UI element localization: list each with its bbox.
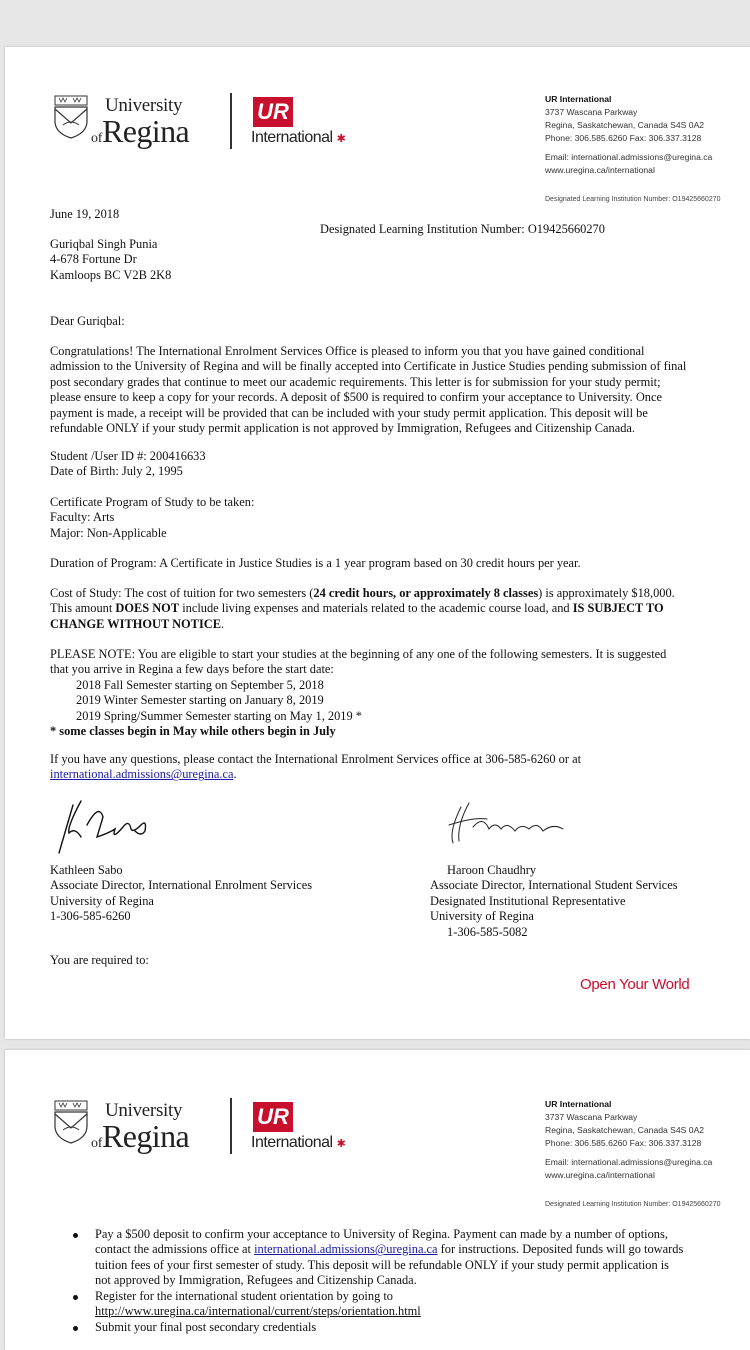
cost-hours: 24 credit hours, or approximately 8 classes bbox=[313, 586, 539, 600]
recipient-city: Kamloops BC V2B 2K8 bbox=[50, 267, 172, 282]
university-crest-icon bbox=[53, 1100, 89, 1144]
cost-subject-to: IS SUBJECT TO bbox=[572, 601, 664, 616]
program-heading: Certificate Program of Study to be taken: bbox=[50, 495, 255, 509]
semester-footnote: * some classes begin in May while others begin in July bbox=[50, 724, 336, 739]
signatory-title: Associate Director, International Student Services bbox=[430, 878, 678, 893]
note-line: that you arrive in Regina a few days before the start date: bbox=[50, 662, 334, 677]
cost-of-study: Cost of Study: The cost of tuition for two semesters (24 credit hours, or approximately 8 classes) is approximately $18,000. This amount DOES NOT include living expenses and materials related to the academic course load, and IS SUBJECT TO CHANGE WITHOUT NOTICE. bbox=[50, 586, 675, 631]
body-line: please ensure to keep a copy for your records. A deposit of $500 is required to confirm your acceptance to University. Once bbox=[50, 390, 662, 405]
letterhead-divider bbox=[230, 93, 232, 149]
ur-logo-icon: UR bbox=[253, 97, 293, 127]
signature-haroon-chaudhry-icon bbox=[443, 799, 571, 851]
office-web: www.uregina.ca/international bbox=[545, 165, 655, 175]
body-line: Congratulations! The International Enrolment Services Office is pleased to inform you that you have gained conditional bbox=[50, 344, 645, 358]
letter-page-1 bbox=[5, 47, 750, 1039]
body-paragraph bbox=[50, 344, 686, 436]
student-info bbox=[50, 449, 206, 480]
maple-leaf-icon: ✱ bbox=[336, 1138, 346, 1150]
letter-page-2 bbox=[5, 1050, 750, 1350]
signatory-phone: 1-306-585-5082 bbox=[447, 924, 528, 939]
office-address-block bbox=[545, 93, 712, 177]
university-name-line1: University bbox=[105, 95, 183, 116]
program-info bbox=[50, 495, 254, 541]
slogan: Open Your World bbox=[580, 976, 690, 993]
signatory-org: University of Regina bbox=[50, 893, 154, 908]
salutation: Dear Guriqbal: bbox=[50, 314, 125, 328]
university-name-line2: ofRegina bbox=[91, 1118, 190, 1154]
international-wordmark: International ✱ bbox=[251, 129, 346, 146]
office-address-block: UR International 3737 Wascana Parkway Regina, Saskatchewan, Canada S4S 0A2 Phone: 306.585.6260 Fax: 306.337.3128 Email: international.admissions@uregina.ca www.uregina.ca/international bbox=[545, 1099, 713, 1180]
body-line: payment is made, a receipt will be provided that can be included with your study permit application. This deposit will be bbox=[50, 405, 648, 420]
international-wordmark: International ✱ bbox=[251, 1134, 346, 1151]
office-email: Email: international.admissions@uregina.ca bbox=[545, 152, 713, 162]
note-line: PLEASE NOTE: You are eligible to start your studies at the beginning of any one of the following semesters. It is suggested bbox=[50, 647, 667, 661]
orientation-link[interactable]: http://www.uregina.ca/international/current/steps/orientation.html bbox=[95, 1304, 421, 1319]
signature-kathleen-sabo-icon bbox=[51, 797, 161, 859]
signatory-name: Haroon Chaudhry bbox=[447, 863, 537, 877]
faculty: Faculty: Arts bbox=[50, 510, 115, 525]
body-line: refundable ONLY if your study permit application is not approved by Immigration, Refugees and Citizenship Canada. bbox=[50, 421, 635, 436]
signatory-chaudhry bbox=[430, 863, 678, 940]
recipient-street: 4-678 Fortune Dr bbox=[50, 252, 137, 267]
body-line: admission to the University of Regina and will be finally accepted into Certificate in Justice Studies pending submission of final bbox=[50, 359, 687, 374]
maple-leaf-icon: ✱ bbox=[336, 133, 346, 145]
office-name: UR International bbox=[545, 94, 612, 104]
major: Major: Non-Applicable bbox=[50, 525, 167, 540]
cost-does-not: DOES NOT bbox=[115, 601, 180, 616]
semester-notice bbox=[50, 647, 666, 739]
signatory-role: Designated Institutional Representative bbox=[430, 893, 626, 908]
program-duration: Duration of Program: A Certificate in Justice Studies is a 1 year program based on 30 credit hours per year. bbox=[50, 556, 581, 570]
university-name-line1: University bbox=[105, 1100, 183, 1121]
signatory-title: Associate Director, International Enrolment Services bbox=[50, 878, 313, 893]
signatory-sabo bbox=[50, 863, 312, 925]
office-address2: Regina, Saskatchewan, Canada S4S 0A2 bbox=[545, 120, 705, 130]
university-name-line2 bbox=[91, 113, 189, 150]
ur-logo-icon: UR bbox=[253, 1102, 293, 1132]
admissions-email-link[interactable]: international.admissions@uregina.ca bbox=[50, 767, 234, 782]
letterhead-dli: Designated Learning Institution Number: O19425660270 bbox=[545, 196, 721, 203]
list-item: Pay a $500 deposit to confirm your acceptance to University of Regina. Payment can made by a number of options, contact the admissions office at international.admissions@uregina.ca for instructions. Deposited funds will go towards tuition fees of your first semester of study. This deposit will be refundable ONLY if your study permit application is not approved by Immigration, Refugees and Citizenship Canada. bbox=[95, 1227, 684, 1288]
bullet-icon bbox=[73, 1295, 78, 1300]
signatory-name: Kathleen Sabo bbox=[50, 863, 123, 877]
dli-number: Designated Learning Institution Number: O19425660270 bbox=[320, 222, 605, 236]
questions-paragraph: If you have any questions, please contact the International Enrolment Services office at 306-585-6260 or at international.admissions@uregina.ca. bbox=[50, 752, 582, 782]
office-address1: 3737 Wascana Parkway bbox=[545, 107, 638, 117]
student-id: Student /User ID #: 200416633 bbox=[50, 449, 206, 463]
date-of-birth: Date of Birth: July 2, 1995 bbox=[50, 464, 183, 479]
semester-item: 2019 Winter Semester starting on January 8, 2019 bbox=[76, 693, 324, 708]
bullet-icon bbox=[73, 1233, 78, 1238]
letter-date: June 19, 2018 bbox=[50, 207, 120, 221]
list-item: Submit your final post secondary credentials bbox=[95, 1320, 317, 1334]
signatory-phone: 1-306-585-6260 bbox=[50, 909, 131, 924]
office-phone-fax: Phone: 306.585.6260 Fax: 306.337.3128 bbox=[545, 133, 702, 143]
letterhead-divider bbox=[230, 1098, 232, 1154]
letterhead-dli: Designated Learning Institution Number: O19425660270 bbox=[545, 1201, 721, 1208]
bullet-icon bbox=[73, 1326, 78, 1331]
required-heading: You are required to: bbox=[50, 953, 149, 967]
university-regina: Regina bbox=[102, 113, 190, 149]
recipient-name: Guriqbal Singh Punia bbox=[50, 237, 158, 251]
admissions-email-link[interactable]: international.admissions@uregina.ca bbox=[254, 1242, 438, 1257]
university-crest-icon bbox=[53, 95, 89, 139]
recipient-address bbox=[50, 237, 171, 283]
list-item: Register for the international student orientation by going to http://www.uregina.ca/international/current/steps/orientation.html bbox=[95, 1289, 421, 1319]
semester-item: 2018 Fall Semester starting on September 5, 2018 bbox=[76, 677, 324, 692]
cost-change-notice: CHANGE WITHOUT NOTICE bbox=[50, 616, 221, 631]
signatory-org: University of Regina bbox=[430, 909, 534, 924]
university-of: of bbox=[91, 131, 103, 146]
body-line: post secondary grades that continue to meet our academic requirements. This letter is for submission for your study permit; bbox=[50, 374, 661, 389]
semester-item: 2019 Spring/Summer Semester starting on May 1, 2019 * bbox=[76, 708, 362, 723]
